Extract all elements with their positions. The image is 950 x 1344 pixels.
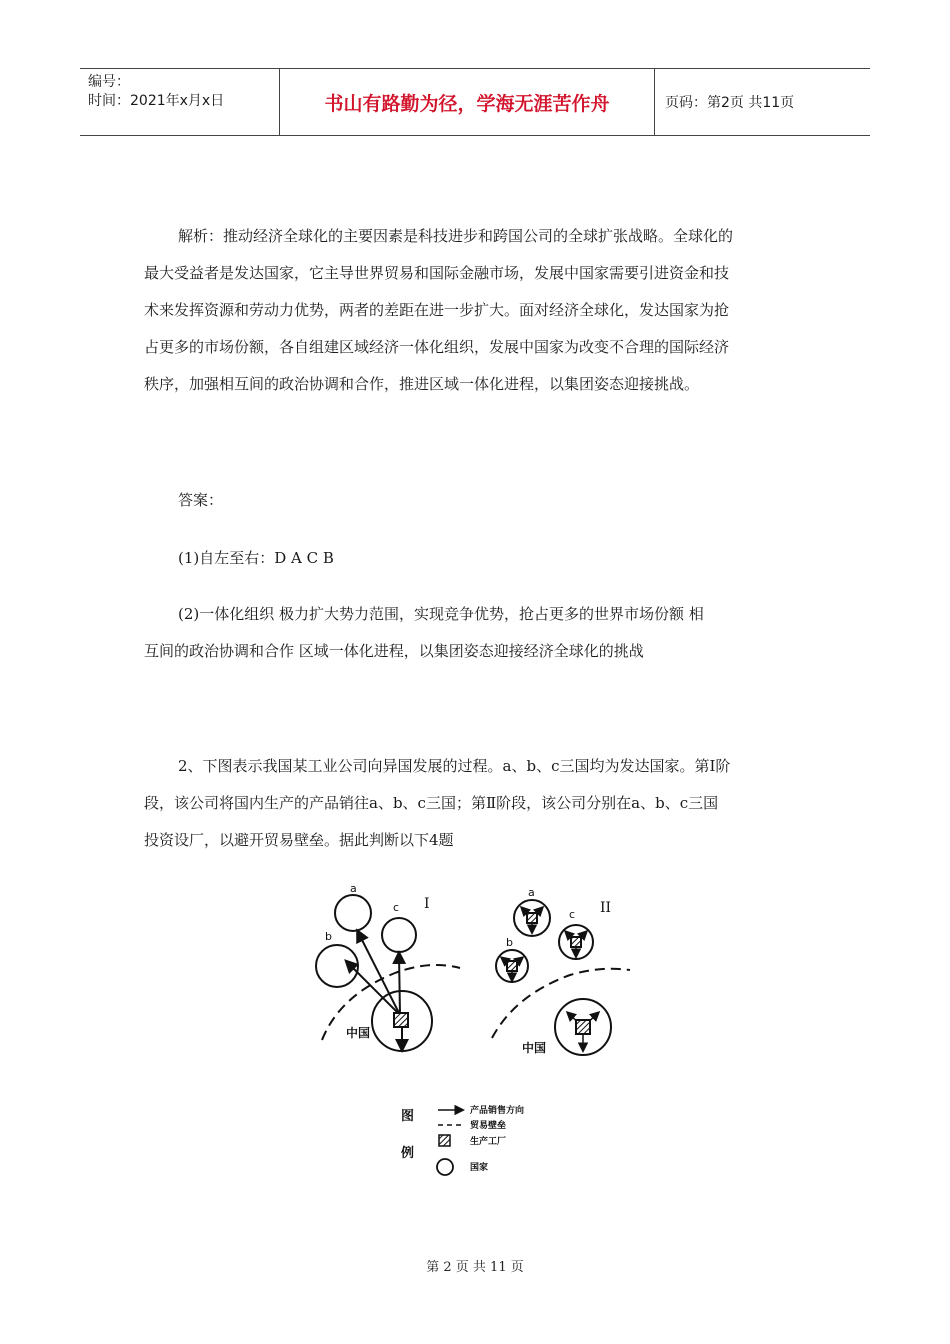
page-footer: 第 2 页 共 11 页 (426, 1260, 524, 1275)
answer-item-2 (144, 596, 812, 670)
factory-china-1 (394, 1013, 408, 1027)
analysis-paragraph (144, 218, 812, 403)
label-a-2: a (528, 886, 535, 899)
stage-1-panel (316, 895, 460, 1051)
legend-title-1: 图 (401, 1109, 415, 1124)
answer-line: 互间的政治协调和合作 区域一体化进程，以集团姿态迎接经济全球化的挑战 (144, 642, 644, 660)
legend-label-barrier: 贸易壁垒 (470, 1121, 507, 1131)
document-number: 编号： (88, 74, 130, 90)
legend-label-country: 国家 (470, 1163, 489, 1173)
question-line: 段，该公司将国内生产的产品销往a、b、c三国；第Ⅱ阶段，该公司分别在a、b、c三国 (144, 794, 719, 812)
document-date: 时间：2021年x月x日 (88, 93, 225, 109)
factory-c (571, 937, 581, 947)
label-b-2: b (506, 936, 513, 949)
question-line: 2、下图表示我国某工业公司向异国发展的过程。a、b、c三国均为发达国家。第Ⅰ阶 (178, 757, 731, 775)
stage-2-label: II (600, 900, 612, 916)
diagram-figure (300, 870, 650, 1190)
country-c-circle (382, 918, 416, 952)
answer-line: (2)一体化组织 极力扩大势力范围，实现竞争优势，抢占更多的世界市场份额 相 (178, 605, 704, 623)
header-page-number: 页码：第2页 共11页 (665, 95, 795, 111)
industry-diagram (300, 870, 650, 1190)
legend-factory-icon (439, 1135, 450, 1146)
country-a-circle (335, 895, 371, 931)
question-line: 投资设厂，以避开贸易壁垒。据此判断以下4题 (144, 831, 454, 849)
label-a-1: a (350, 882, 357, 895)
label-b-1: b (325, 930, 332, 943)
header-motto: 书山有路勤为径，学海无涯苦作舟 (280, 69, 655, 135)
analysis-line: 秩序，加强相互间的政治协调和合作，推进区域一体化进程，以集团姿态迎接挑战。 (144, 375, 700, 393)
legend-title-2: 例 (401, 1146, 415, 1161)
analysis-line: 最大受益者是发达国家，它主导世界贸易和国际金融市场，发展中国家需要引进资金和技 (144, 264, 730, 282)
analysis-line: 术来发挥资源和劳动力优势，两者的差距在进一步扩大。面对经济全球化，发达国家为抢 (144, 301, 730, 319)
label-c-2: c (569, 908, 576, 921)
legend-country-icon (437, 1159, 453, 1175)
label-c-1: c (393, 901, 400, 914)
header-meta (80, 69, 280, 135)
factory-b (507, 961, 517, 971)
china-label-1: 中国 (346, 1026, 371, 1040)
legend-label-factory: 生产工厂 (470, 1137, 507, 1147)
analysis-line: 解析：推动经济全球化的主要因素是科技进步和跨国公司的全球扩张战略。全球化的 (178, 227, 734, 245)
legend (437, 1110, 462, 1175)
legend-label-sales: 产品销售方向 (470, 1106, 525, 1116)
trade-barrier-1 (322, 965, 460, 1040)
page-header (80, 68, 870, 136)
factory-china-2 (576, 1020, 590, 1034)
question-2 (144, 748, 812, 859)
china-label-2: 中国 (522, 1041, 547, 1055)
factory-a (527, 913, 537, 923)
stage-2-panel (492, 900, 630, 1055)
sales-arrow-b (347, 962, 400, 1015)
stage-1-label: I (424, 896, 430, 912)
answer-item-1: (1)自左至右：D A C B (178, 549, 334, 567)
analysis-line: 占更多的市场份额，各自组建区域经济一体化组织，发展中国家为改变不合理的国际经济 (144, 338, 730, 356)
sales-arrow-c (399, 954, 400, 1015)
answer-title: 答案： (178, 491, 224, 509)
